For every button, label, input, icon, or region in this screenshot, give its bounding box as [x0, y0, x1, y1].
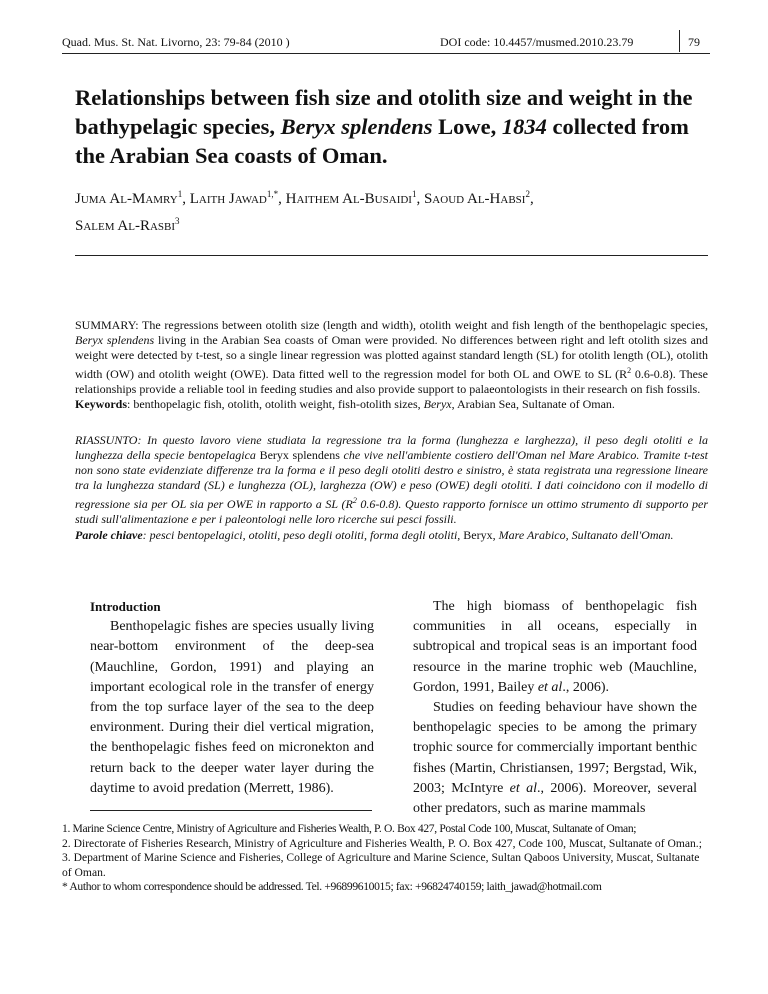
parole-chiave-text-2: , Mare Arabico, Sultanato dell'Oman. [492, 527, 674, 542]
footnote-4: * Author to whom correspondence should be addressed. Tel. +96899610015; fax: +96824740159; laith_jawad@hotmail.com [62, 880, 602, 894]
introduction-paragraph: Benthopelagic fishes are species usually living near-bottom environment of the deep-sea (Mauchline, Gordon, 1991) and playing an important ecological role in the transfer of energy from the top surface layer of the sea to the deep environment. During their diel vertical migration, the benthopelagic fishes feed on micronekton and return back to the deeper water layer during the daytime to avoid predation (Merrett, 1986). [90, 619, 374, 796]
summary-text-2: living in the Arabian Sea coasts of Oman were provided. No differences between right and left otolith sizes and weight were detected by t-test, so a single linear regression was plotted against standard length (SL) for otolith length (OL), otolith width (OW) and otolith weight (OWE). Data fitted well to the regression model for both OL and OWE to SL (R [75, 333, 709, 382]
right-p2-etal: et al [509, 780, 538, 796]
author-list: Juma Al-Mamry$^1$, Laith Jawad$^{1,*}$, Haithem Al-Busaidi$^1$, Saoud Al-Habsi$^2$, Salem Al-Rasbi$^3$ [75, 189, 534, 234]
riassunto-text-1: RIASSUNTO: In questo lavoro viene studiata la regressione tra la forma (lunghezza e larghezza), il peso degli otoliti e la lunghezza della specie bentopelagica [75, 433, 708, 463]
footnote-rule [90, 810, 372, 811]
author-2: Laith Jawad [189, 191, 267, 207]
parole-chiave-genus: Beryx [463, 527, 493, 542]
footnotes [62, 822, 710, 895]
page-number: 79 [688, 35, 700, 49]
summary-abstract [75, 318, 708, 413]
keywords-text-2: , Arabian Sea, Sultanate of Oman. [451, 397, 615, 412]
author-1: Juma Al-Mamry [75, 191, 178, 207]
title-part2: Lowe, [432, 114, 502, 139]
summary-text-1: SUMMARY: The regressions between otolith size (length and width), otolith weight and fish length of the benthopelagic species, [75, 318, 708, 332]
keywords-label: Keywords [75, 397, 127, 412]
author-5-affiliation: 3 [175, 216, 180, 226]
right-p1-etal: et al [537, 679, 563, 695]
summary-species: Beryx splendens [75, 333, 155, 348]
title-separator [75, 255, 708, 256]
right-p1-text-b: ., 2006). [562, 679, 609, 695]
right-p1-text-a: The high biomass of benthopelagic fish communities in all oceans, especially in subtropical and tropical seas is an important food resource in the marine trophic web (Mauchline, Gordon, 1991, Bailey [413, 599, 697, 695]
footnote-2: 2. Directorate of Fisheries Research, Ministry of Agriculture and Fisheries Wealth, P. O. Box 427, Code 100, Muscat, Sultanate of Oman.; [62, 836, 702, 850]
article-title [75, 83, 715, 170]
riassunto-abstract [75, 433, 708, 543]
riassunto-text-2: che vive nell'ambiente costiero dell'Oman nel Mare Arabico. Tramite t-test non sono state evidenziate differenze tra la forma e il peso degli otoliti destro e sinistro, è stata registrata una regressione lineare tra la lunghezza standard (SL) e lunghezza (OL), larghezza (OW) e peso (OWE) degli otoliti. I dati coincidono con il modello di regressione sia per OL sia per OWE in rapporto a SL (R [75, 448, 708, 512]
introduction-heading: Introduction [90, 599, 161, 614]
footnote-1: 1. Marine Science Centre, Ministry of Agriculture and Fisheries Wealth, P. O. Box 427, Postal Code 100, Muscat, Sultanate of Oman; [62, 822, 637, 835]
author-4-affiliation: 2 [525, 189, 530, 199]
doi-code: DOI code: 10.4457/musmed.2010.23.79 [440, 35, 634, 49]
footnote-3: 3. Department of Marine Science and Fisheries, College of Agriculture and Marine Science, Sultan Qaboos University, Muscat, Sultanate of Oman. [62, 851, 700, 879]
right-paragraph-2 [413, 698, 697, 819]
author-4: Saoud Al-Habsi [423, 191, 526, 207]
riassunto-species: Beryx splendens [259, 448, 340, 463]
parole-chiave-label: Parole chiave [75, 527, 143, 542]
author-3: Haithem Al-Busaidi [285, 191, 412, 207]
author-2-affiliation: 1,* [266, 189, 279, 199]
right-p2-text-a: Studies on feeding behaviour have shown the benthopelagic species to be among the primary trophic source for commercially important benthic fishes (Martin, Christiansen, 1997; Bergstad, Wik, 2003; McIntyre [413, 700, 697, 796]
title-part1: Relationships between fish size and otolith size and weight in the bathypelagic species, [75, 85, 693, 139]
parole-chiave-text-1: : pesci bentopelagici, otoliti, peso degli otoliti, forma degli otoliti, [142, 527, 464, 542]
summary-superscript: 2 [627, 366, 632, 376]
title-year: 1834 [501, 114, 547, 139]
title-part3: collected from the Arabian Sea coasts of Oman. [75, 114, 689, 168]
author-5: Salem Al-Rasbi [75, 218, 176, 234]
header-divider [679, 30, 680, 52]
journal-citation: Quad. Mus. St. Nat. Livorno, 23: 79-84 (2010 ) [62, 35, 290, 49]
right-p2-text-b: ., 2006). Moreover, several other predators, such as marine mammals [413, 780, 697, 817]
right-paragraph-1 [413, 597, 697, 698]
title-species: Beryx splendens [280, 114, 433, 139]
author-1-affiliation: 1 [177, 189, 183, 199]
riassunto-text-3: 0.6-0.8). Questo rapporto fornisce un ottimo strumento di supporto per studi sull'alimentazione e per i paleontologi nelle loro ricerche sui pesci fossili. [75, 497, 708, 527]
riassunto-superscript: 2 [352, 496, 357, 506]
left-column [90, 597, 374, 799]
author-3-affiliation: 1 [411, 189, 417, 199]
summary-text-3: 0.6-0.8). These relationships provide a reliable tool in feeding studies and also provide support to palaeontologists in their research on fish fossils. [75, 367, 708, 397]
keywords-genus: Beryx [423, 397, 452, 412]
header-rule [62, 53, 710, 54]
keywords-text-1: : benthopelagic fish, otolith, otolith weight, fish-otolith sizes, [127, 397, 424, 412]
right-column [413, 597, 697, 819]
